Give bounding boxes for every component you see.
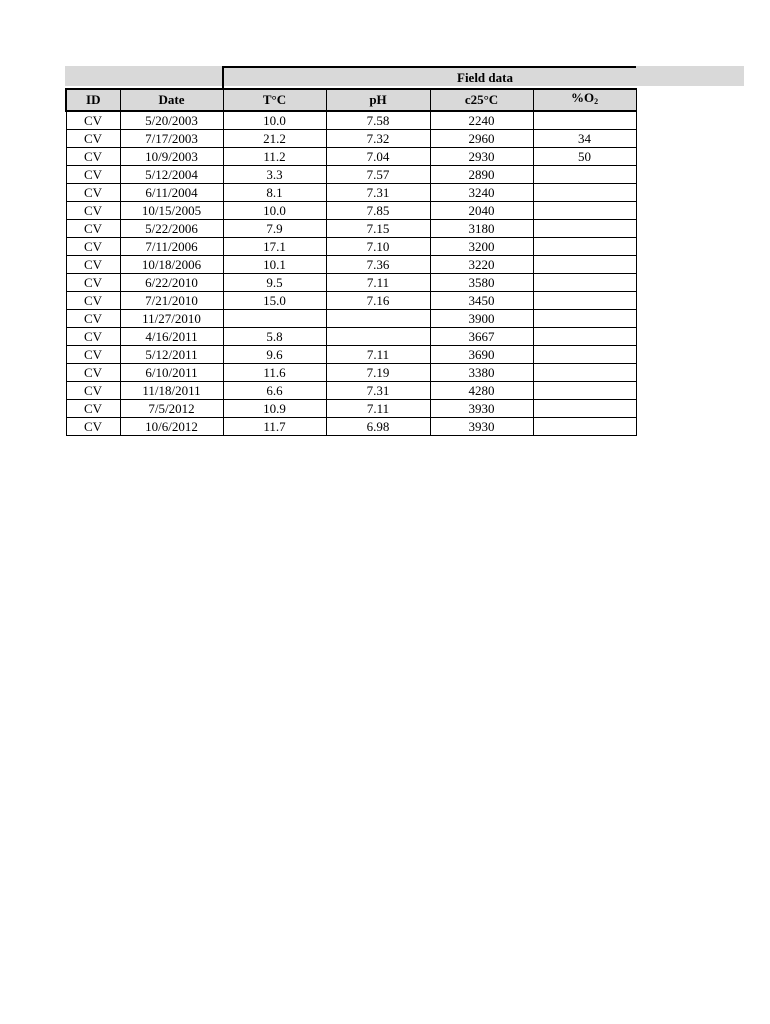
cell-date[interactable]: 11/18/2011 (120, 382, 223, 400)
table-row (66, 148, 636, 166)
cell-oxygen[interactable] (533, 364, 636, 382)
cell-ph[interactable]: 7.10 (326, 238, 430, 256)
cell-oxygen[interactable] (533, 382, 636, 400)
cell-conductivity[interactable]: 2240 (430, 111, 533, 130)
cell-id[interactable]: CV (66, 148, 120, 166)
cell-oxygen[interactable] (533, 166, 636, 184)
column-header-oxygen-subscript: 2 (594, 97, 599, 106)
table-row (66, 400, 636, 418)
cell-oxygen[interactable] (533, 310, 636, 328)
column-header-ph: pH (326, 89, 430, 111)
cell-ph[interactable]: 7.15 (326, 220, 430, 238)
table-row (66, 292, 636, 310)
column-header-oxygen (533, 89, 636, 111)
cell-ph[interactable]: 7.11 (326, 400, 430, 418)
spreadsheet (65, 66, 637, 436)
cell-date[interactable]: 4/16/2011 (120, 328, 223, 346)
cell-oxygen[interactable] (533, 220, 636, 238)
cell-temperature[interactable]: 6.6 (223, 382, 326, 400)
table-row (66, 346, 636, 364)
cell-date[interactable]: 6/10/2011 (120, 364, 223, 382)
cell-temperature[interactable]: 10.0 (223, 202, 326, 220)
cell-ph[interactable] (326, 328, 430, 346)
cell-ph[interactable]: 7.16 (326, 292, 430, 310)
cell-conductivity[interactable]: 3200 (430, 238, 533, 256)
column-header-conductivity: c25°C (430, 89, 533, 111)
cell-id[interactable]: CV (66, 364, 120, 382)
table-row (66, 310, 636, 328)
cell-conductivity[interactable]: 3240 (430, 184, 533, 202)
cell-date[interactable]: 11/27/2010 (120, 310, 223, 328)
cell-date[interactable]: 7/21/2010 (120, 292, 223, 310)
table-row (66, 111, 636, 130)
column-header-row (66, 89, 636, 111)
cell-temperature[interactable] (223, 310, 326, 328)
cell-date[interactable]: 7/17/2003 (120, 130, 223, 148)
cell-conductivity[interactable]: 2960 (430, 130, 533, 148)
cell-oxygen[interactable] (533, 400, 636, 418)
cell-ph[interactable]: 7.57 (326, 166, 430, 184)
cell-ph[interactable]: 7.58 (326, 111, 430, 130)
cell-temperature[interactable]: 9.5 (223, 274, 326, 292)
cell-ph[interactable]: 7.31 (326, 184, 430, 202)
cell-oxygen[interactable] (533, 256, 636, 274)
cell-id[interactable]: CV (66, 184, 120, 202)
cell-ph[interactable]: 7.19 (326, 364, 430, 382)
cell-temperature[interactable]: 10.9 (223, 400, 326, 418)
cell-ph[interactable] (326, 310, 430, 328)
cell-date[interactable]: 5/22/2006 (120, 220, 223, 238)
cell-temperature[interactable]: 21.2 (223, 130, 326, 148)
cell-temperature[interactable]: 9.6 (223, 346, 326, 364)
cell-ph[interactable]: 7.04 (326, 148, 430, 166)
cell-temperature[interactable]: 10.1 (223, 256, 326, 274)
cell-conductivity[interactable]: 3180 (430, 220, 533, 238)
cell-temperature[interactable]: 7.9 (223, 220, 326, 238)
cell-date[interactable]: 7/5/2012 (120, 400, 223, 418)
table-row (66, 328, 636, 346)
cell-id[interactable]: CV (66, 292, 120, 310)
cell-conductivity[interactable]: 2930 (430, 148, 533, 166)
cell-ph[interactable]: 7.31 (326, 382, 430, 400)
cell-conductivity[interactable]: 3690 (430, 346, 533, 364)
table-row (66, 238, 636, 256)
cell-conductivity[interactable]: 3220 (430, 256, 533, 274)
cell-conductivity[interactable]: 3667 (430, 328, 533, 346)
cell-ph[interactable]: 7.32 (326, 130, 430, 148)
table-body (66, 111, 636, 436)
cell-conductivity[interactable]: 4280 (430, 382, 533, 400)
table-row (66, 274, 636, 292)
cell-id[interactable]: CV (66, 346, 120, 364)
cell-date[interactable]: 10/6/2012 (120, 418, 223, 436)
cell-date[interactable]: 7/11/2006 (120, 238, 223, 256)
cell-conductivity[interactable]: 3930 (430, 400, 533, 418)
cell-conductivity[interactable]: 2040 (430, 202, 533, 220)
group-header-field-data: Field data (223, 67, 636, 89)
cell-oxygen[interactable] (533, 328, 636, 346)
cell-ph[interactable]: 7.11 (326, 346, 430, 364)
cell-oxygen[interactable] (533, 292, 636, 310)
cell-temperature[interactable]: 10.0 (223, 111, 326, 130)
cell-conductivity[interactable]: 3380 (430, 364, 533, 382)
cell-ph[interactable]: 7.11 (326, 274, 430, 292)
cell-date[interactable]: 5/20/2003 (120, 111, 223, 130)
cell-date[interactable]: 10/15/2005 (120, 202, 223, 220)
cell-ph[interactable]: 6.98 (326, 418, 430, 436)
cell-conductivity[interactable]: 3900 (430, 310, 533, 328)
table-row (66, 220, 636, 238)
cell-oxygen[interactable] (533, 346, 636, 364)
group-header-row (66, 67, 636, 89)
field-data-table (65, 66, 637, 436)
cell-oxygen[interactable] (533, 238, 636, 256)
cell-ph[interactable]: 7.36 (326, 256, 430, 274)
cell-id[interactable]: CV (66, 111, 120, 130)
cell-oxygen[interactable] (533, 202, 636, 220)
cell-oxygen[interactable]: 34 (533, 130, 636, 148)
cell-date[interactable]: 10/18/2006 (120, 256, 223, 274)
cell-oxygen[interactable] (533, 184, 636, 202)
cell-oxygen[interactable]: 50 (533, 148, 636, 166)
cell-id[interactable]: CV (66, 274, 120, 292)
cell-id[interactable]: CV (66, 166, 120, 184)
table-row (66, 166, 636, 184)
cell-oxygen[interactable] (533, 418, 636, 436)
cell-id[interactable]: CV (66, 310, 120, 328)
column-header-oxygen-main: %O (570, 90, 595, 105)
cell-date[interactable]: 5/12/2004 (120, 166, 223, 184)
table-row (66, 418, 636, 436)
cell-conductivity[interactable]: 3450 (430, 292, 533, 310)
table-row (66, 130, 636, 148)
cell-id[interactable]: CV (66, 418, 120, 436)
cell-ph[interactable]: 7.85 (326, 202, 430, 220)
cell-date[interactable]: 10/9/2003 (120, 148, 223, 166)
cell-conductivity[interactable]: 3930 (430, 418, 533, 436)
cell-id[interactable]: CV (66, 202, 120, 220)
table-row (66, 202, 636, 220)
cell-temperature[interactable]: 11.7 (223, 418, 326, 436)
cell-temperature[interactable]: 17.1 (223, 238, 326, 256)
table-row (66, 184, 636, 202)
cell-temperature[interactable]: 11.6 (223, 364, 326, 382)
table-row (66, 364, 636, 382)
table-row (66, 256, 636, 274)
column-header-temperature: T°C (223, 89, 326, 111)
column-header-id: ID (66, 89, 120, 111)
cell-date[interactable]: 6/22/2010 (120, 274, 223, 292)
cell-date[interactable]: 6/11/2004 (120, 184, 223, 202)
cell-temperature[interactable]: 15.0 (223, 292, 326, 310)
cell-id[interactable]: CV (66, 238, 120, 256)
cell-temperature[interactable]: 5.8 (223, 328, 326, 346)
group-header-blank (66, 67, 223, 89)
cell-id[interactable]: CV (66, 220, 120, 238)
cell-oxygen[interactable] (533, 111, 636, 130)
cell-id[interactable]: CV (66, 382, 120, 400)
cell-temperature[interactable]: 3.3 (223, 166, 326, 184)
cell-temperature[interactable]: 8.1 (223, 184, 326, 202)
table-row (66, 382, 636, 400)
cell-temperature[interactable]: 11.2 (223, 148, 326, 166)
cell-conductivity[interactable]: 3580 (430, 274, 533, 292)
column-header-date: Date (120, 89, 223, 111)
cell-id[interactable]: CV (66, 256, 120, 274)
cell-oxygen[interactable] (533, 274, 636, 292)
cell-id[interactable]: CV (66, 328, 120, 346)
cell-date[interactable]: 5/12/2011 (120, 346, 223, 364)
cell-id[interactable]: CV (66, 130, 120, 148)
cell-conductivity[interactable]: 2890 (430, 166, 533, 184)
cell-id[interactable]: CV (66, 400, 120, 418)
